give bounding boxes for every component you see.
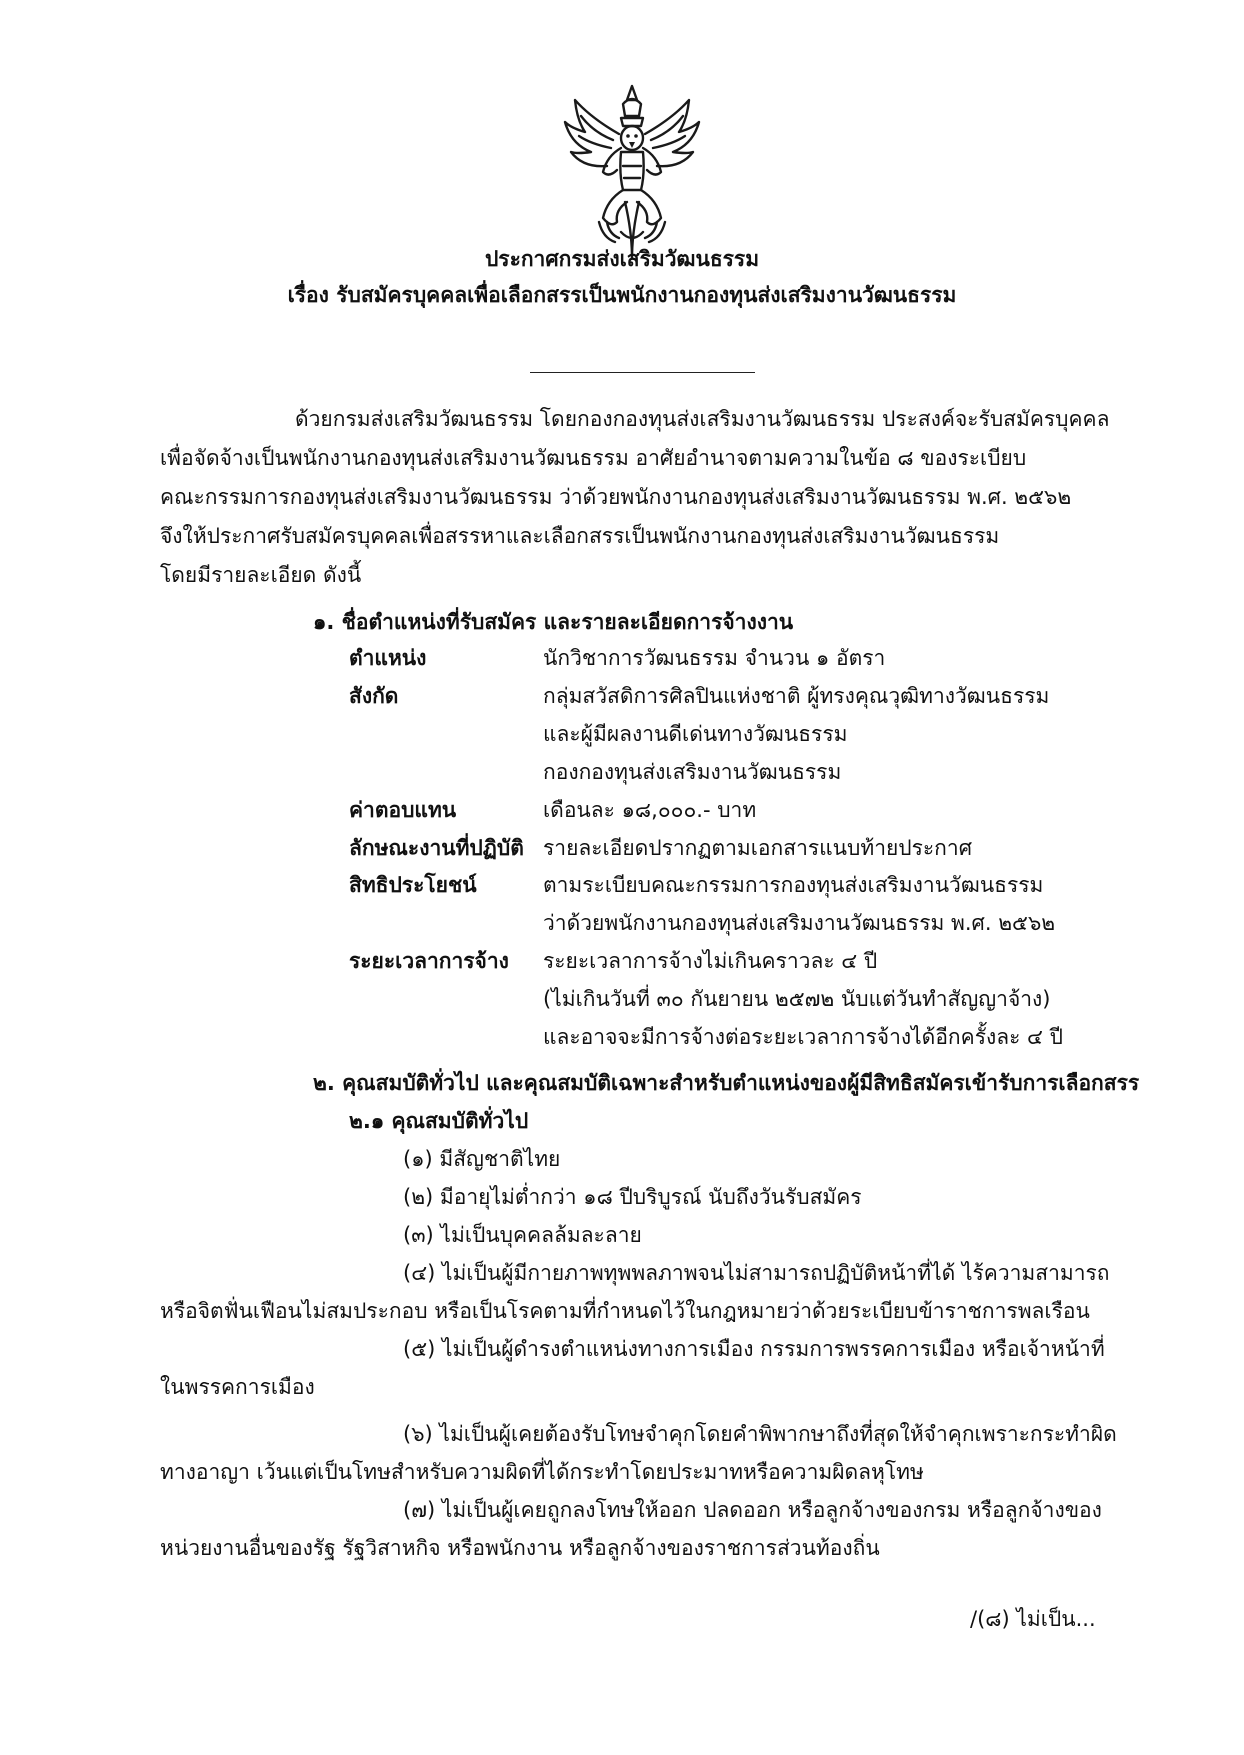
- field-label: สังกัด: [349, 684, 399, 708]
- qualification-item: (๒) มีอายุไม่ต่ำกว่า ๑๘ ปีบริบูรณ์ นับถึงวันรับสมัคร: [403, 1185, 862, 1209]
- field-value: (ไม่เกินวันที่ ๓๐ กันยายน ๒๕๗๒ นับแต่วันทำสัญญาจ้าง): [543, 987, 1051, 1011]
- qualification-item: (๖) ไม่เป็นผู้เคยต้องรับโทษจำคุกโดยคำพิพากษาถึงที่สุดให้จำคุกเพราะกระทำผิด: [403, 1422, 1117, 1446]
- intro-line: จึงให้ประกาศรับสมัครบุคคลเพื่อสรรหาและเลือกสรรเป็นพนักงานกองทุนส่งเสริมงานวัฒนธรรม: [160, 524, 1000, 548]
- field-value: และอาจจะมีการจ้างต่อระยะเวลาการจ้างได้อีกครั้งละ ๔ ปี: [543, 1025, 1063, 1049]
- qualification-item: (๔) ไม่เป็นผู้มีกายภาพทุพพลภาพจนไม่สามารถปฏิบัติหน้าที่ได้ ไร้ความสามารถ: [403, 1261, 1110, 1285]
- page-continuation: /(๘) ไม่เป็น...: [970, 1607, 1096, 1631]
- field-label: ระยะเวลาการจ้าง: [349, 949, 509, 973]
- section1-heading: ๑. ชื่อตำแหน่งที่รับสมัคร และรายละเอียดการจ้างงาน: [313, 610, 794, 634]
- qualification-item: (๓) ไม่เป็นบุคคลล้มละลาย: [403, 1223, 642, 1247]
- document-title: ประกาศกรมส่งเสริมวัฒนธรรม: [484, 247, 760, 271]
- qualification-item: ในพรรคการเมือง: [160, 1375, 315, 1399]
- qualification-item: (๕) ไม่เป็นผู้ดำรงตำแหน่งทางการเมือง กรรมการพรรคการเมือง หรือเจ้าหน้าที่: [403, 1337, 1105, 1361]
- field-label: ตำแหน่ง: [349, 646, 427, 670]
- section2-subheading: ๒.๑ คุณสมบัติทั่วไป: [349, 1109, 529, 1133]
- intro-line: เพื่อจัดจ้างเป็นพนักงานกองทุนส่งเสริมงานวัฒนธรรม อาศัยอำนาจตามความในข้อ ๘ ของระเบียบ: [160, 446, 1027, 470]
- field-value: กลุ่มสวัสดิการศิลปินแห่งชาติ ผู้ทรงคุณวุฒิทางวัฒนธรรม: [543, 684, 1050, 708]
- document-subject: เรื่อง รับสมัครบุคคลเพื่อเลือกสรรเป็นพนักงานกองทุนส่งเสริมงานวัฒนธรรม: [287, 283, 957, 307]
- title-divider: [530, 372, 755, 373]
- field-label: ค่าตอบแทน: [349, 798, 457, 822]
- qualification-item: ทางอาญา เว้นแต่เป็นโทษสำหรับความผิดที่ได้กระทำโดยประมาทหรือความผิดลหุโทษ: [160, 1460, 924, 1484]
- intro-line: ด้วยกรมส่งเสริมวัฒนธรรม โดยกองกองทุนส่งเสริมงานวัฒนธรรม ประสงค์จะรับสมัครบุคคล: [295, 407, 1110, 431]
- field-value: กองกองทุนส่งเสริมงานวัฒนธรรม: [543, 760, 842, 784]
- field-value: ว่าด้วยพนักงานกองทุนส่งเสริมงานวัฒนธรรม พ.ศ. ๒๕๖๒: [543, 911, 1056, 935]
- qualification-item: หน่วยงานอื่นของรัฐ รัฐวิสาหกิจ หรือพนักงาน หรือลูกจ้างของราชการส่วนท้องถิ่น: [160, 1536, 880, 1560]
- garuda-emblem: [563, 82, 701, 262]
- field-value: นักวิชาการวัฒนธรรม จำนวน ๑ อัตรา: [543, 646, 886, 670]
- field-value: และผู้มีผลงานดีเด่นทางวัฒนธรรม: [543, 722, 848, 746]
- qualification-item: หรือจิตฟั่นเฟือนไม่สมประกอบ หรือเป็นโรคตามที่กำหนดไว้ในกฎหมายว่าด้วยระเบียบข้าราชการพลเรือน: [160, 1299, 1090, 1323]
- field-value: ระยะเวลาการจ้างไม่เกินคราวละ ๔ ปี: [543, 949, 878, 973]
- intro-line: โดยมีรายละเอียด ดังนี้: [160, 563, 362, 587]
- qualification-item: (๑) มีสัญชาติไทย: [403, 1147, 561, 1171]
- field-value: ตามระเบียบคณะกรรมการกองทุนส่งเสริมงานวัฒนธรรม: [543, 873, 1044, 897]
- qualification-item: (๗) ไม่เป็นผู้เคยถูกลงโทษให้ออก ปลดออก หรือลูกจ้างของกรม หรือลูกจ้างของ: [403, 1498, 1102, 1522]
- intro-line: คณะกรรมการกองทุนส่งเสริมงานวัฒนธรรม ว่าด้วยพนักงานกองทุนส่งเสริมงานวัฒนธรรม พ.ศ. ๒๕๖๒: [160, 485, 1072, 509]
- section2-heading: ๒. คุณสมบัติทั่วไป และคุณสมบัติเฉพาะสำหรับตำแหน่งของผู้มีสิทธิสมัครเข้ารับการเลือกสรร: [313, 1071, 1140, 1095]
- field-label: ลักษณะงานที่ปฏิบัติ: [349, 836, 524, 860]
- field-label: สิทธิประโยชน์: [349, 873, 477, 897]
- field-value: รายละเอียดปรากฏตามเอกสารแนบท้ายประกาศ: [543, 836, 973, 860]
- field-value: เดือนละ ๑๘,๐๐๐.- บาท: [543, 798, 757, 822]
